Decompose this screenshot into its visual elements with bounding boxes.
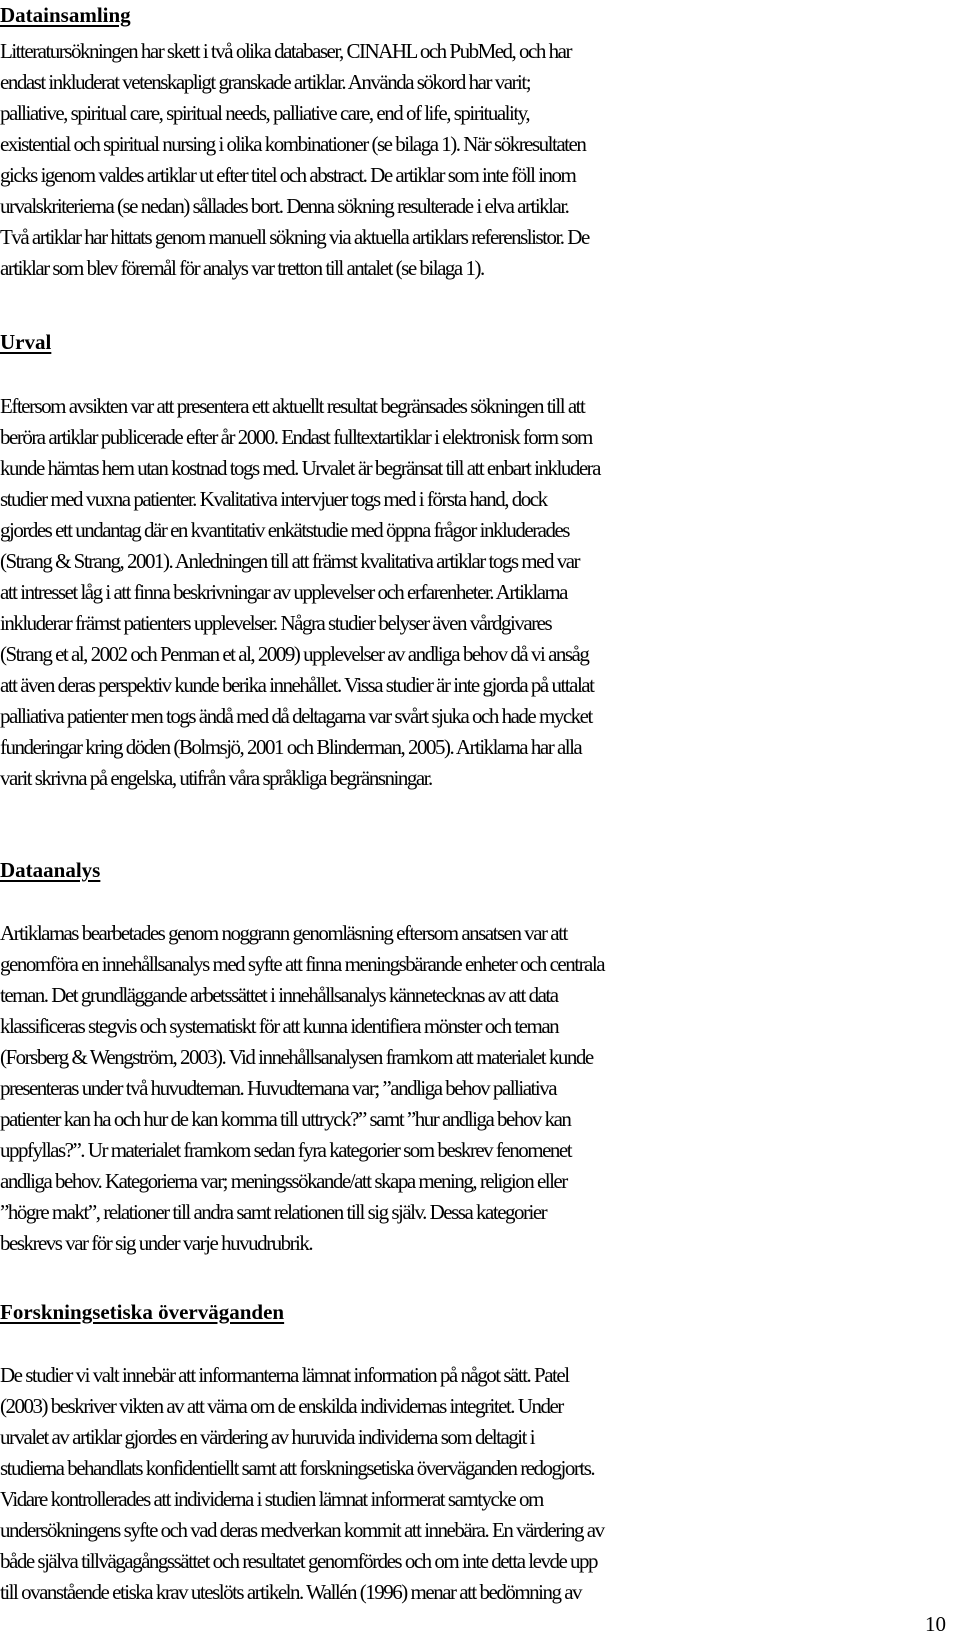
text-line: patienter kan ha och hur de kan komma till uttryck?” samt ”hur andliga behov kan: [0, 1107, 571, 1131]
text-line: (2003) beskriver vikten av att värna om de enskilda individernas integritet. Under: [0, 1394, 563, 1418]
text-line: urvalskriterierna (se nedan) sållades bort. Denna sökning resulterade i elva artiklar.: [0, 194, 569, 218]
paragraph-datainsamling: [0, 36, 960, 284]
text-line: endast inkluderat vetenskapligt granskade artiklar. Använda sökord har varit;: [0, 70, 531, 94]
paragraph-dataanalys: [0, 918, 960, 1259]
section-heading-dataanalys: Dataanalys: [0, 858, 101, 882]
text-line: genomföra en innehållsanalys med syfte att finna meningsbärande enheter och centrala: [0, 952, 605, 976]
section-heading-datainsamling: Datainsamling: [0, 3, 131, 27]
text-line: beskrevs var för sig under varje huvudrubrik.: [0, 1231, 313, 1255]
text-line: till ovanstående etiska krav uteslöts artikeln. Wallén (1996) menar att bedömning av: [0, 1580, 582, 1604]
text-line: Vidare kontrollerades att individerna i studien lämnat informerat samtycke om: [0, 1487, 543, 1511]
text-line: (Forsberg & Wengström, 2003). Vid innehållsanalysen framkom att materialet kunde: [0, 1045, 593, 1069]
text-line: existential och spiritual nursing i olika kombinationer (se bilaga 1). När sökresultaten: [0, 132, 586, 156]
text-line: (Strang et al, 2002 och Penman et al, 2009) upplevelser av andliga behov då vi ansåg: [0, 642, 589, 666]
text-line: Eftersom avsikten var att presentera ett aktuellt resultat begränsades sökningen till att: [0, 394, 585, 418]
text-line: presenteras under två huvudteman. Huvudtemana var; ”andliga behov palliativa: [0, 1076, 557, 1100]
text-line: urvalet av artiklar gjordes en värdering av huruvida individerna som deltagit i: [0, 1425, 535, 1449]
text-line: varit skrivna på engelska, utifrån våra språkliga begränsningar.: [0, 766, 432, 790]
text-line: funderingar kring döden (Bolmsjö, 2001 och Blinderman, 2005). Artiklarna har alla: [0, 735, 582, 759]
text-line: gicks igenom valdes artiklar ut efter titel och abstract. De artiklar som inte föll inom: [0, 163, 576, 187]
text-line: Artiklarnas bearbetades genom noggrann genomläsning eftersom ansatsen var att: [0, 921, 567, 945]
text-line: ”högre makt”, relationer till andra samt relationen till sig själv. Dessa kategorier: [0, 1200, 547, 1224]
text-line: beröra artiklar publicerade efter år 2000. Endast fulltextartiklar i elektronisk form som: [0, 425, 592, 449]
text-line: gjordes ett undantag där en kvantitativ enkätstudie med öppna frågor inkluderades: [0, 518, 569, 542]
text-line: inkluderar främst patienters upplevelser. Några studier belyser även vårdgivares: [0, 611, 552, 635]
text-line: Litteratursökningen har skett i två olika databaser, CINAHL och PubMed, och har: [0, 39, 571, 63]
text-line: artiklar som blev föremål för analys var tretton till antalet (se bilaga 1).: [0, 256, 484, 280]
text-line: att även deras perspektiv kunde berika innehållet. Vissa studier är inte gjorda på uttalat: [0, 673, 594, 697]
text-line: teman. Det grundläggande arbetssättet i innehållsanalys kännetecknas av att data: [0, 983, 558, 1007]
text-line: kunde hämtas hem utan kostnad togs med. Urvalet är begränsat till att enbart inkludera: [0, 456, 600, 480]
section-heading-forskningsetiska-overvaganden: Forskningsetiska överväganden: [0, 1300, 285, 1324]
text-line: palliativa patienter men togs ändå med då deltagarna var svårt sjuka och hade mycket: [0, 704, 592, 728]
paragraph-urval: [0, 391, 960, 794]
text-line: studierna behandlats konfidentiellt samt att forskningsetiska överväganden redogjorts.: [0, 1456, 595, 1480]
text-line: uppfyllas?”. Ur materialet framkom sedan fyra kategorier som beskrev fenomenet: [0, 1138, 572, 1162]
text-line: Två artiklar har hittats genom manuell sökning via aktuella artiklars referenslistor. De: [0, 225, 589, 249]
text-line: studier med vuxna patienter. Kvalitativa intervjuer togs med i första hand, dock: [0, 487, 547, 511]
text-line: De studier vi valt innebär att informanterna lämnat information på något sätt. Patel: [0, 1363, 569, 1387]
paragraph-forskningsetiska-overvaganden: [0, 1360, 960, 1608]
text-line: både själva tillvägagångssättet och resultatet genomfördes och om inte detta levde upp: [0, 1549, 598, 1573]
text-line: palliative, spiritual care, spiritual needs, palliative care, end of life, spirituality,: [0, 101, 530, 125]
text-line: att intresset låg i att finna beskrivningar av upplevelser och erfarenheter. Artiklarna: [0, 580, 567, 604]
section-heading-urval: Urval: [0, 330, 52, 354]
text-line: undersökningens syfte och vad deras medverkan kommit att innebära. En värdering av: [0, 1518, 604, 1542]
page-number: 10: [925, 1612, 946, 1636]
text-line: klassificeras stegvis och systematiskt för att kunna identifiera mönster och teman: [0, 1014, 559, 1038]
text-line: andliga behov. Kategorierna var; meningssökande/att skapa mening, religion eller: [0, 1169, 567, 1193]
text-line: (Strang & Strang, 2001). Anledningen till att främst kvalitativa artiklar togs med var: [0, 549, 580, 573]
